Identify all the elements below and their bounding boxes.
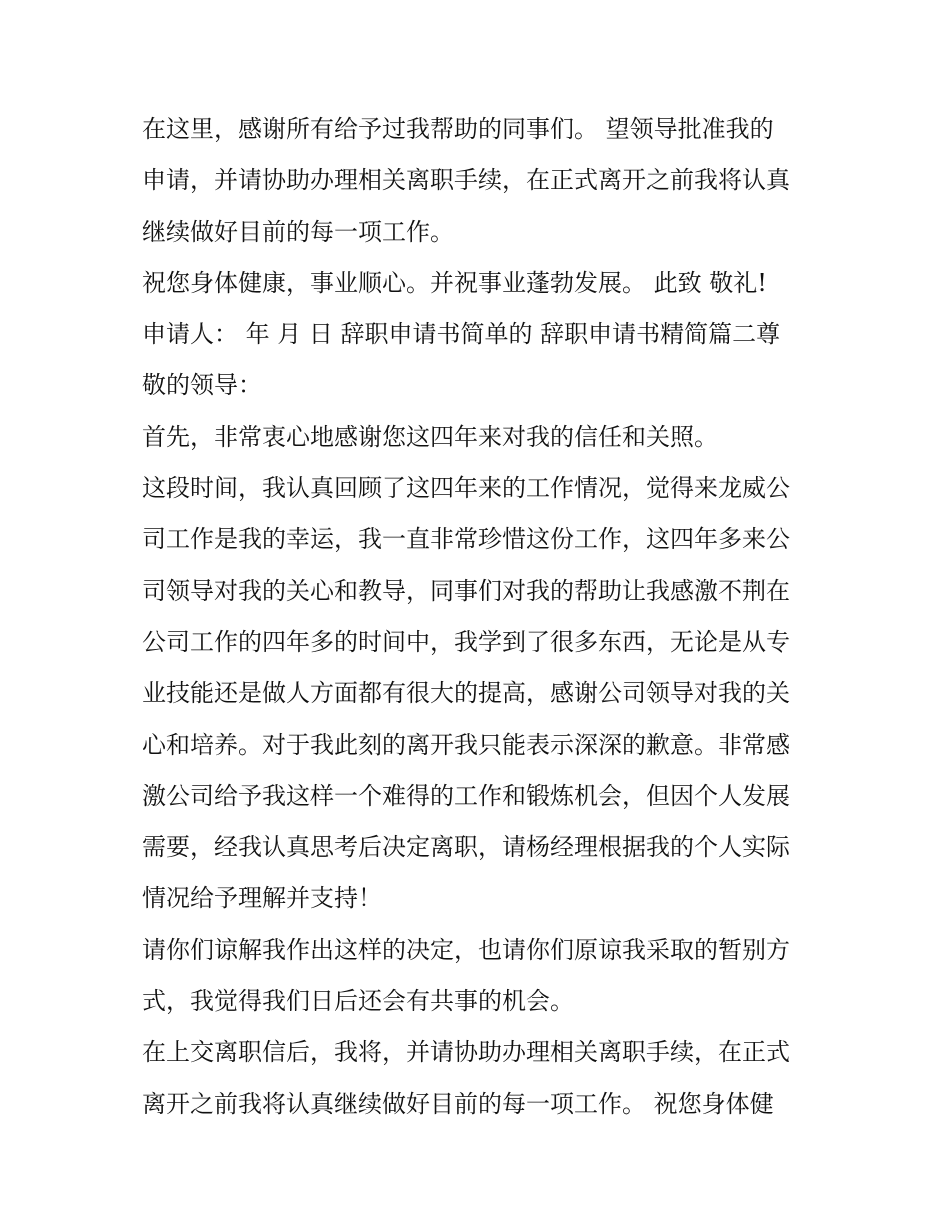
text-line: 情况给予理解并支持！ (142, 884, 382, 913)
text-line: 激公司给予我这样一个难得的工作和锻炼机会，但因个人发展 (142, 781, 790, 810)
text-line: 请你们谅解我作出这样的决定，也请你们原谅我采取的暂别方 (142, 935, 790, 964)
text-line: 继续做好目前的每一项工作。 (142, 217, 454, 246)
text-line: 首先，非常衷心地感谢您这四年来对我的信任和关照。 (142, 422, 718, 451)
text-line: 心和培养。对于我此刻的离开我只能表示深深的歉意。非常感 (142, 730, 790, 759)
text-line: 离开之前我将认真继续做好目前的每一项工作。 祝您身体健 (142, 1089, 774, 1118)
text-line: 公司工作的四年多的时间中，我学到了很多东西，无论是从专 (142, 627, 790, 656)
text-line: 在这里，感谢所有给予过我帮助的同事们。 望领导批准我的 (142, 115, 774, 143)
text-line: 申请，并请协助办理相关离职手续，在正式离开之前我将认真 (142, 166, 790, 195)
text-line: 需要，经我认真思考后决定离职，请杨经理根据我的个人实际 (142, 833, 790, 862)
text-line: 业技能还是做人方面都有很大的提高，感谢公司领导对我的关 (142, 679, 790, 708)
text-line: 祝您身体健康，事业顺心。并祝事业蓬勃发展。 此致 敬礼! (142, 268, 767, 297)
document-body (142, 104, 822, 1130)
text-line: 司工作是我的幸运，我一直非常珍惜这份工作，这四年多来公 (142, 525, 790, 554)
text-line: 申请人： 年 月 日 辞职申请书简单的 辞职申请书精简篇二尊 (142, 320, 781, 349)
text-line: 式，我觉得我们日后还会有共事的机会。 (142, 987, 574, 1016)
text-line: 司领导对我的关心和教导，同事们对我的帮助让我感激不荆在 (142, 576, 790, 605)
text-line: 敬的领导： (142, 371, 262, 400)
text-line: 在上交离职信后，我将，并请协助办理相关离职手续，在正式 (142, 1038, 790, 1067)
text-line: 这段时间，我认真回顾了这四年来的工作情况，觉得来龙威公 (142, 474, 790, 503)
